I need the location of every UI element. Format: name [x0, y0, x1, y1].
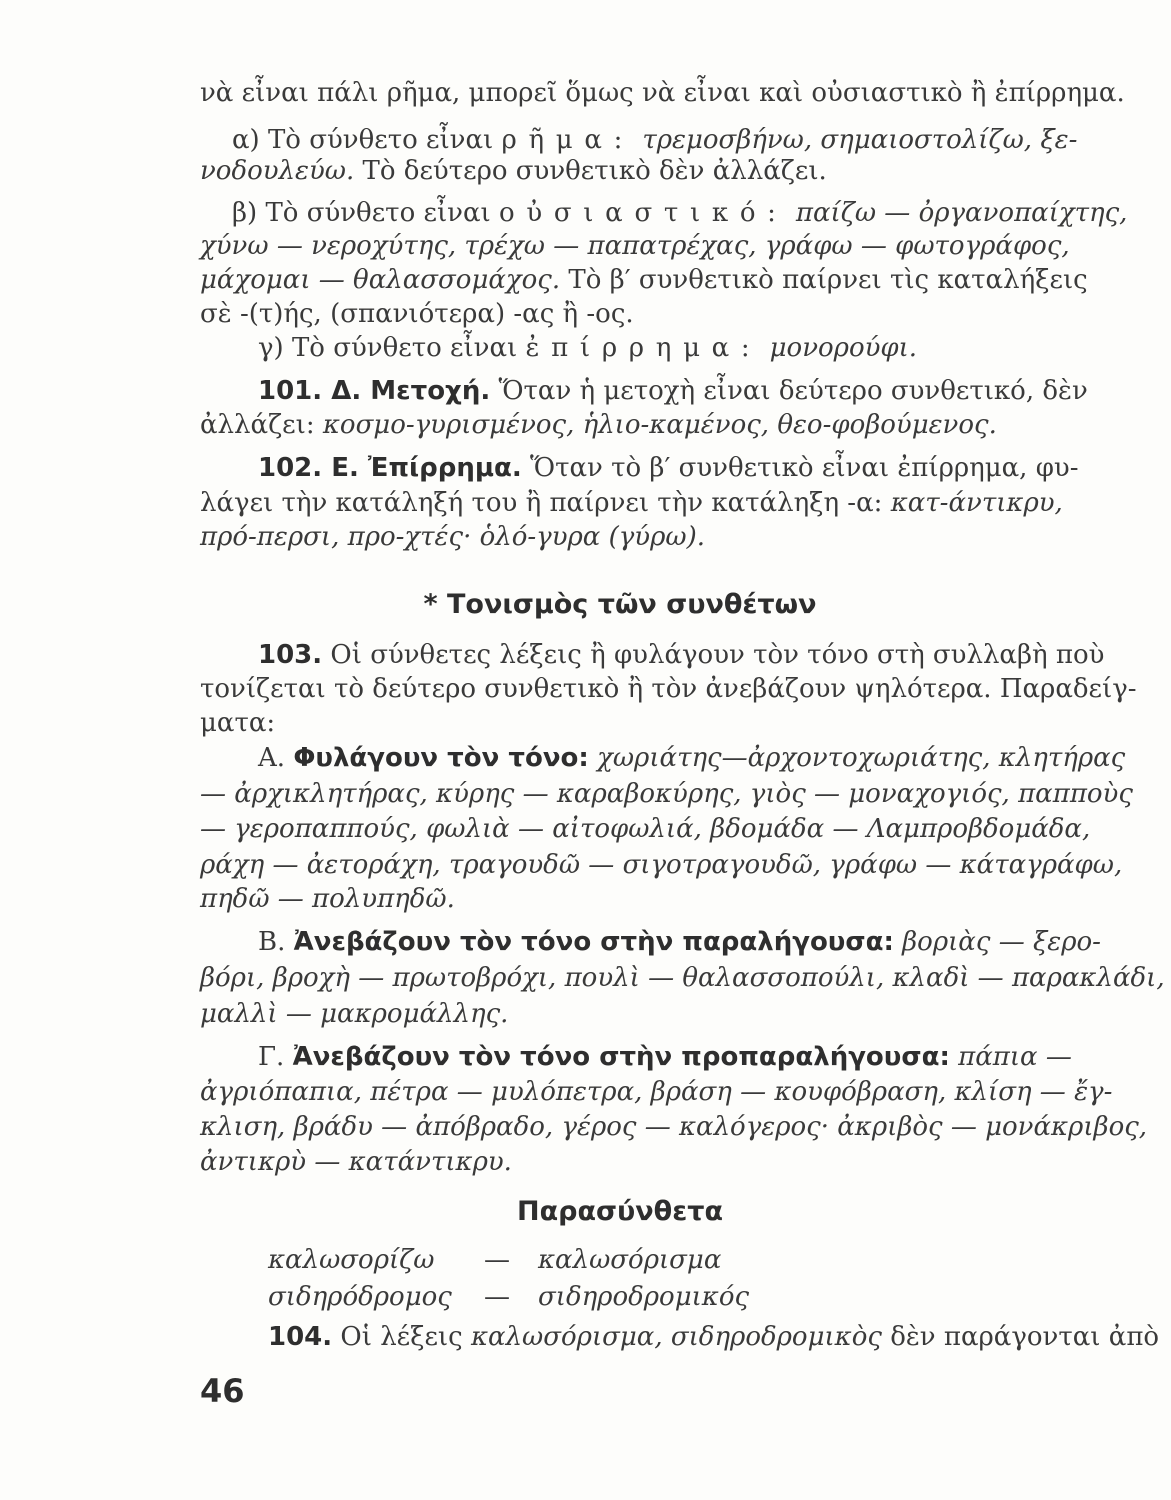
italic-examples: χύνω — νεροχύτης, τρέχω — παπατρέχας, γράφω — φωτογράφος,: [200, 231, 1070, 261]
text-line-13: [200, 520, 1040, 554]
text-line-3: [200, 154, 1040, 188]
line-text: β) Τὸ σύνθετο εἶναι: [232, 198, 491, 228]
subsection-a-title: Φυλάγουν τὸν τόνο:: [293, 743, 589, 773]
italic-examples: — ἀρχικλητήρας, κύρης — καραβοκύρης, γιὸς — μοναχογιός, παπποὺς: [200, 779, 1133, 809]
subsection-c-title: Ἀνεβάζουν τὸν τόνο στὴν προπαραλήγουσα:: [292, 1042, 950, 1072]
italic-examples: πηδῶ — πολυπηδῶ.: [200, 884, 455, 914]
italic-examples: τρεμοσβήνω, σημαιοστολίζω, ξε-: [642, 125, 1078, 155]
line-text: Οἱ σύνθετες λέξεις ἢ φυλάγουν τὸν τόνο στὴ συλλαβὴ ποὺ: [330, 640, 1105, 670]
line-text: νὰ εἶναι πάλι ρῆμα, μπορεῖ ὅμως νὰ εἶναι καὶ οὐσιαστικὸ ἢ ἐπίρρημα.: [200, 78, 1125, 108]
italic-examples: κατ-άντικρυ,: [890, 488, 1063, 518]
line-text: γ) Τὸ σύνθετο εἶναι: [258, 333, 518, 363]
italic-examples: πρό-περσι, προ-χτές· ὁλό-γυρα (γύρω).: [200, 522, 706, 552]
italic-examples: βοριὰς — ξερο-: [902, 927, 1101, 957]
italic-examples: παίζω — ὀργανοπαίχτης,: [795, 198, 1128, 228]
text-line-22: [258, 925, 1101, 959]
text-line-5: [200, 229, 1070, 263]
italic-examples: πάπια —: [958, 1042, 1072, 1072]
italic-examples: βόρι, βροχὴ — πρωτοβρόχι, πουλὶ — θαλασσοπούλι, κλαδὶ — παρακλάδι,: [200, 963, 1165, 993]
text-line-4: [232, 196, 1128, 230]
italic-examples: κοσμο-γυρισμένος, ἡλιο-καμένος, θεο-φοβούμενος.: [322, 410, 997, 440]
text-line-28: [200, 1145, 1040, 1179]
list-marker: Α.: [258, 743, 286, 773]
section-102-title: 102. Ε. Ἐπίρρημα.: [258, 453, 522, 483]
line-text: σὲ -(τ)ής, (σπανιότερα) -ας ἢ -ος.: [200, 299, 634, 329]
italic-examples: χωριάτης—ἀρχοντοχωριάτης, κλητήρας: [597, 743, 1126, 773]
text-line-20: [200, 848, 1123, 882]
spaced-term: ἐπίρρημα:: [525, 333, 762, 363]
section-heading-accentuation: * Τονισμὸς τῶν συνθέτων: [423, 589, 817, 620]
text-line-9: [258, 374, 1088, 408]
line-text: Ὅταν ἡ μετοχὴ εἶναι δεύτερο συνθετικό, δὲν: [498, 376, 1088, 406]
text-line-16: [200, 706, 1040, 740]
subsection-b-title: Ἀνεβάζουν τὸν τόνο στὴν παραλήγουσα:: [293, 927, 894, 957]
italic-examples: ἀντικρὺ — κατάντικρυ.: [200, 1147, 512, 1177]
spaced-term: οὐσιαστικό:: [498, 198, 788, 228]
text-line-24: [200, 997, 1040, 1031]
line-text: δὲν παράγονται ἀπὸ: [890, 1322, 1160, 1352]
italic-examples: νοδουλεύω.: [200, 156, 355, 186]
text-line-10: [200, 408, 1040, 442]
text-line-26: [200, 1075, 1113, 1109]
pair-right-word: καλωσόρισμα: [538, 1245, 722, 1275]
list-marker: Β.: [258, 927, 286, 957]
pair-left-word: καλωσορίζω: [268, 1245, 435, 1275]
text-line-8: [258, 331, 1098, 365]
text-line-18: [200, 777, 1133, 811]
line-text: Τὸ β′ συνθετικὸ παίρνει τὶς καταλήξεις: [568, 265, 1088, 295]
text-line-1: [200, 76, 1125, 110]
italic-examples: ράχη — ἀετοράχη, τραγουδῶ — σιγοτραγουδῶ, γράφω — κάταγράφω,: [200, 850, 1123, 880]
line-text: ματα:: [200, 708, 276, 738]
italic-examples: καλωσόρισμα, σιδηροδρομικὸς: [470, 1322, 882, 1352]
italic-examples: κλιση, βράδυ — ἀπόβραδο, γέρος — καλόγερος· ἀκριβὸς — μονάκριβος,: [200, 1112, 1148, 1142]
text-line-6: [200, 263, 1088, 297]
italic-examples: — γεροπαππούς, φωλιὰ — αἰτοφωλιά, βδομάδα — Λαμπροβδομάδα,: [200, 814, 1091, 844]
section-103-number: 103.: [258, 640, 323, 670]
text-line-14: [258, 638, 1105, 672]
page-number: 46: [200, 1372, 245, 1410]
text-line-19: [200, 812, 1091, 846]
pair-right-word: σιδηροδρομικός: [538, 1282, 750, 1312]
pair-left-word: σιδηρόδρομος: [268, 1282, 452, 1312]
text-line-21: [200, 882, 1040, 916]
line-text: ἀλλάζει:: [200, 410, 315, 440]
line-text: α) Τὸ σύνθετο εἶναι: [232, 125, 494, 155]
text-line-17: [258, 741, 1126, 775]
line-text: Οἱ λέξεις: [340, 1322, 463, 1352]
pair-dash: —: [484, 1245, 510, 1275]
text-line-27: [200, 1110, 1148, 1144]
italic-examples: μαλλὶ — μακρομάλλης.: [200, 999, 509, 1029]
line-text: Τὸ δεύτερο συνθετικὸ δὲν ἀλλάζει.: [362, 156, 827, 186]
text-line-7: [200, 297, 1040, 331]
text-line-12: [200, 486, 1063, 520]
pair-dash: —: [484, 1282, 510, 1312]
italic-examples: μονορούφι.: [769, 333, 918, 363]
line-text: Ὅταν τὸ β′ συνθετικὸ εἶναι ἐπίρρημα, φυ-: [530, 453, 1079, 483]
list-marker: Γ.: [258, 1042, 285, 1072]
text-line-11: [258, 451, 1079, 485]
line-text: τονίζεται τὸ δεύτερο συνθετικὸ ἢ τὸν ἀνεβάζουν ψηλότερα. Παραδείγ-: [200, 674, 1137, 704]
text-line-2: [232, 123, 1078, 157]
text-line-29: [268, 1320, 1160, 1354]
italic-examples: ἀγριόπαπια, πέτρα — μυλόπετρα, βράση — κουφόβραση, κλίση — ἔγ-: [200, 1077, 1113, 1107]
text-line-15: [200, 672, 1137, 706]
spaced-term: ρῆμα:: [501, 125, 635, 155]
section-heading-parasyntheta: Παρασύνθετα: [516, 1196, 724, 1227]
section-104-number: 104.: [268, 1322, 333, 1352]
section-101-title: 101. Δ. Μετοχή.: [258, 376, 491, 406]
text-line-25: [258, 1040, 1072, 1074]
line-text: λάγει τὴν κατάληξή του ἢ παίρνει τὴν κατάληξη -α:: [200, 488, 883, 518]
italic-examples: μάχομαι — θαλασσομάχος.: [200, 265, 561, 295]
text-line-23: [200, 961, 1165, 995]
